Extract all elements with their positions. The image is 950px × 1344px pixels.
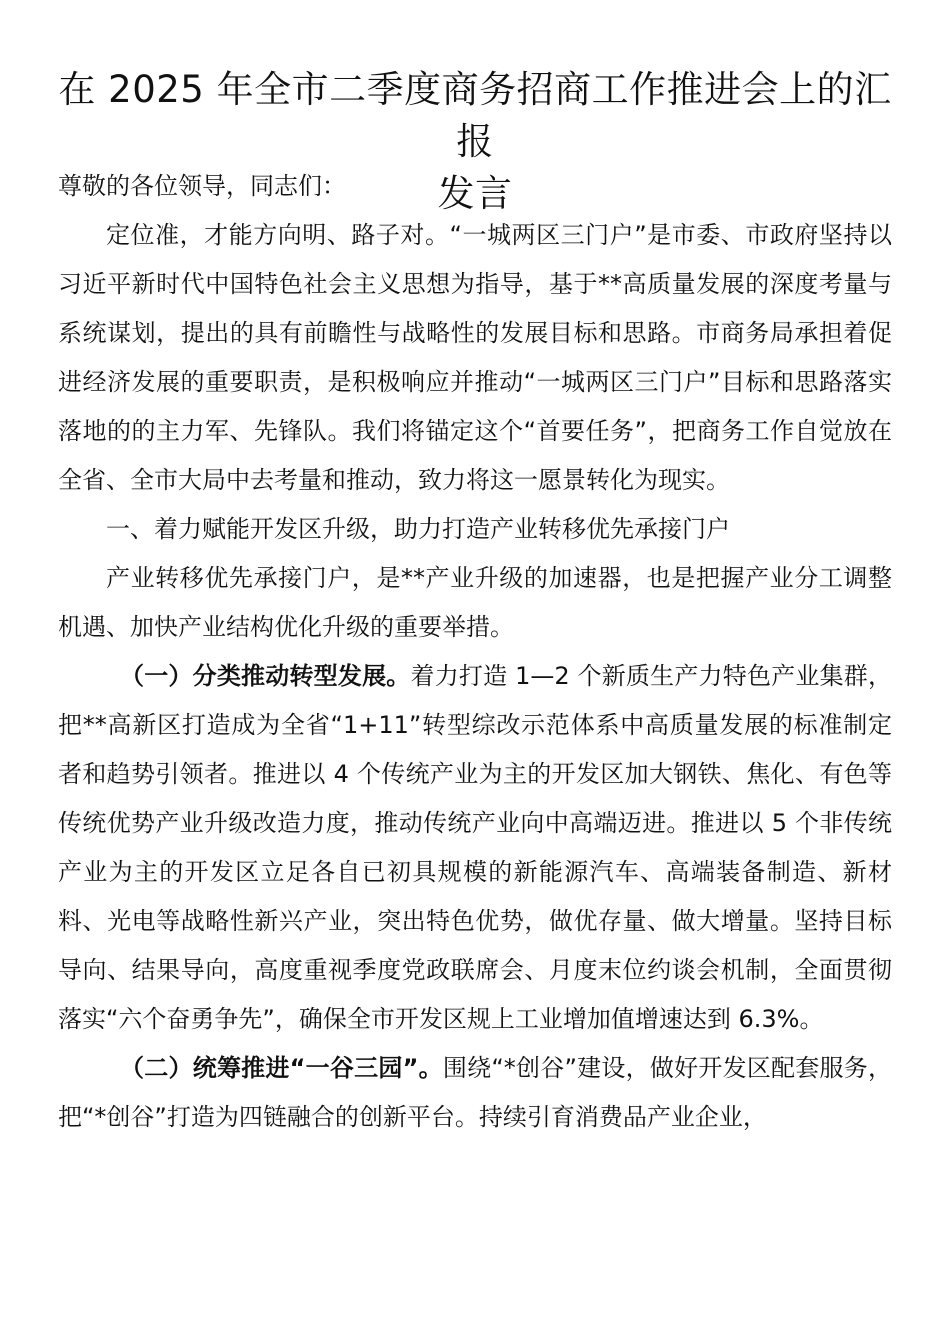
subsection-2 bbox=[58, 1044, 892, 1142]
subsection-1-title: （一）分类推动转型发展。 bbox=[120, 662, 411, 690]
section-heading-1: 一、着力赋能开发区升级，助力打造产业转移优先承接门户 bbox=[106, 515, 730, 543]
subsection-2-title: （二）统筹推进“一谷三园”。 bbox=[120, 1054, 443, 1082]
subsection-2-text: 围绕“*创谷”建设，做好开发区配套服务，把“*创谷”打造为四链融合的创新平台。持续引育消费品产业企业， bbox=[58, 1054, 893, 1131]
subsection-1-text: 着力打造 1—2 个新质生产力特色产业集群，把**高新区打造成为全省“1+11”转型综改示范体系中高质量发展的标准制定者和趋势引领者。推进以 4 个传统产业为主的开发区加大钢铁、焦化、有色等传统优势产业升级改造力度，推动传统产业向中高端迈进。推进以 5 个非传统产业为主的开发区立足各自已初具规模的新能源汽车、高端装备制造、新材料、光电等战略性新兴产业，突出特色优势，做优存量、做大增量。坚持目标导向、结果导向，高度重视季度党政联席会、月度末位约谈会机制，全面贯彻落实“六个奋勇争先”，确保全市开发区规上工业增加值增速达到 6.3%。 bbox=[58, 662, 893, 1033]
document-body bbox=[58, 162, 892, 1142]
paragraph-section-1: 产业转移优先承接门户，是**产业升级的加速器，也是把握产业分工调整机遇、加快产业结构优化升级的重要举措。 bbox=[58, 564, 892, 641]
salutation: 尊敬的各位领导，同志们： bbox=[58, 172, 346, 200]
subsection-1 bbox=[58, 652, 892, 1044]
title-line-2: 发言 bbox=[437, 172, 513, 215]
title-line-1: 在 2025 年全市二季度商务招商工作推进会上的汇报 bbox=[58, 68, 892, 163]
paragraph-intro: 定位准，才能方向明、路子对。“一城两区三门户”是市委、市政府坚持以习近平新时代中国特色社会主义思想为指导，基于**高质量发展的深度考量与系统谋划，提出的具有前瞻性与战略性的发展目标和思路。市商务局承担着促进经济发展的重要职责，是积极响应并推动“一城两区三门户”目标和思路落实落地的的主力军、先锋队。我们将锚定这个“首要任务”，把商务工作自觉放在全省、全市大局中去考量和推动，致力将这一愿景转化为现实。 bbox=[58, 221, 892, 494]
